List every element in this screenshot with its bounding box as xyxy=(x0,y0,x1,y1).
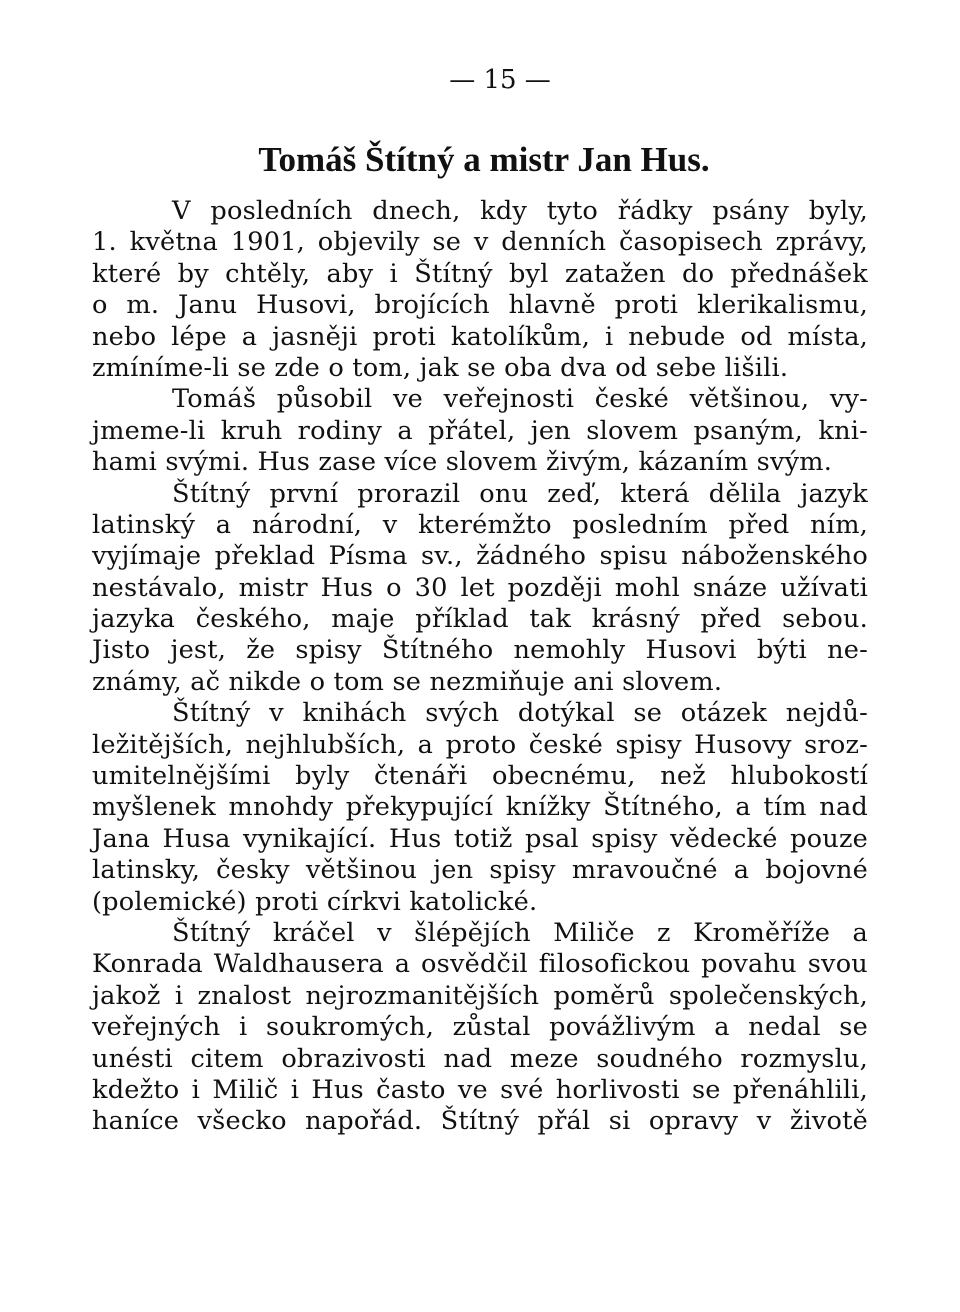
text-line: jmeme-li kruh rodiny a přátel, jen slovem psaným, kni- xyxy=(92,415,868,446)
text-line: Tomáš působil ve veřejnosti české většinou, vy- xyxy=(172,384,868,415)
text-line: zmíníme-li se zde o tom, jak se oba dva od sebe lišili. xyxy=(92,352,789,383)
text-line: Konrada Waldhausera a osvědčil filosofickou povahu svou xyxy=(92,949,868,980)
book-page xyxy=(92,60,868,1138)
text-line: veřejných i soukromých, zůstal povážlivým a nedal se xyxy=(92,1012,868,1043)
text-line: Štítný kráčel v šlépějích Miliče z Kroměříže a xyxy=(172,917,868,948)
text-line: latinský a národní, v kterémžto posledním před ním, xyxy=(92,509,868,540)
text-line: haníce všecko napořád. Štítný přál si opravy v životě xyxy=(92,1106,868,1137)
text-line: Jisto jest, že spisy Štítného nemohly Husovi býti ne- xyxy=(92,635,868,666)
text-line: umitelnějšími byly čtenáři obecnému, než hlubokostí xyxy=(92,761,868,792)
text-line: o m. Janu Husovi, brojících hlavně proti klerikalismu, xyxy=(92,290,868,321)
text-line: myšlenek mnohdy překypující knížky Štítného, a tím nad xyxy=(92,792,868,823)
page-number: — 15 — xyxy=(449,65,551,95)
text-line: nebo lépe a jasněji proti katolíkům, i nebude od místa, xyxy=(92,321,868,352)
text-line: latinsky, česky většinou jen spisy mravoučné a bojovné xyxy=(92,855,868,886)
text-line: unésti citem obrazivosti nad meze soudného rozmyslu, xyxy=(92,1043,868,1074)
text-line: ležitějších, nejhlubších, a proto české spisy Husovy sroz- xyxy=(92,729,868,760)
body-text xyxy=(92,196,868,1138)
text-line: nestávalo, mistr Hus o 30 let později mohl snáze užívati xyxy=(92,572,868,603)
text-line: kdežto i Milič i Hus často ve své horlivosti se přenáhlili, xyxy=(92,1074,868,1105)
text-line: 1. května 1901, objevily se v denních časopisech zprávy, xyxy=(92,227,868,258)
text-line: jazyka českého, maje příklad tak krásný před sebou. xyxy=(92,604,868,635)
text-line: známy, ač nikde o tom se nezmiňuje ani slovem. xyxy=(92,666,723,697)
text-line: (polemické) proti církvi katolické. xyxy=(92,886,538,917)
text-line: V posledních dnech, kdy tyto řádky psány byly, xyxy=(172,196,868,226)
chapter-title: Tomáš Štítný a mistr Jan Hus. xyxy=(258,140,710,179)
text-line: Štítný první prorazil onu zeď, která dělila jazyk xyxy=(172,478,868,509)
text-line: Jana Husa vynikající. Hus totiž psal spisy vědecké pouze xyxy=(92,823,868,854)
text-line: vyjímaje překlad Písma sv., žádného spisu náboženského xyxy=(92,541,868,572)
text-line: jakož i znalost nejrozmanitějších poměrů společenských, xyxy=(92,980,868,1011)
text-line: které by chtěly, aby i Štítný byl zatažen do přednášek xyxy=(92,258,868,289)
text-line: hami svými. Hus zase více slovem živým, kázaním svým. xyxy=(92,447,833,478)
text-line: Štítný v knihách svých dotýkal se otázek nejdů- xyxy=(172,698,868,729)
